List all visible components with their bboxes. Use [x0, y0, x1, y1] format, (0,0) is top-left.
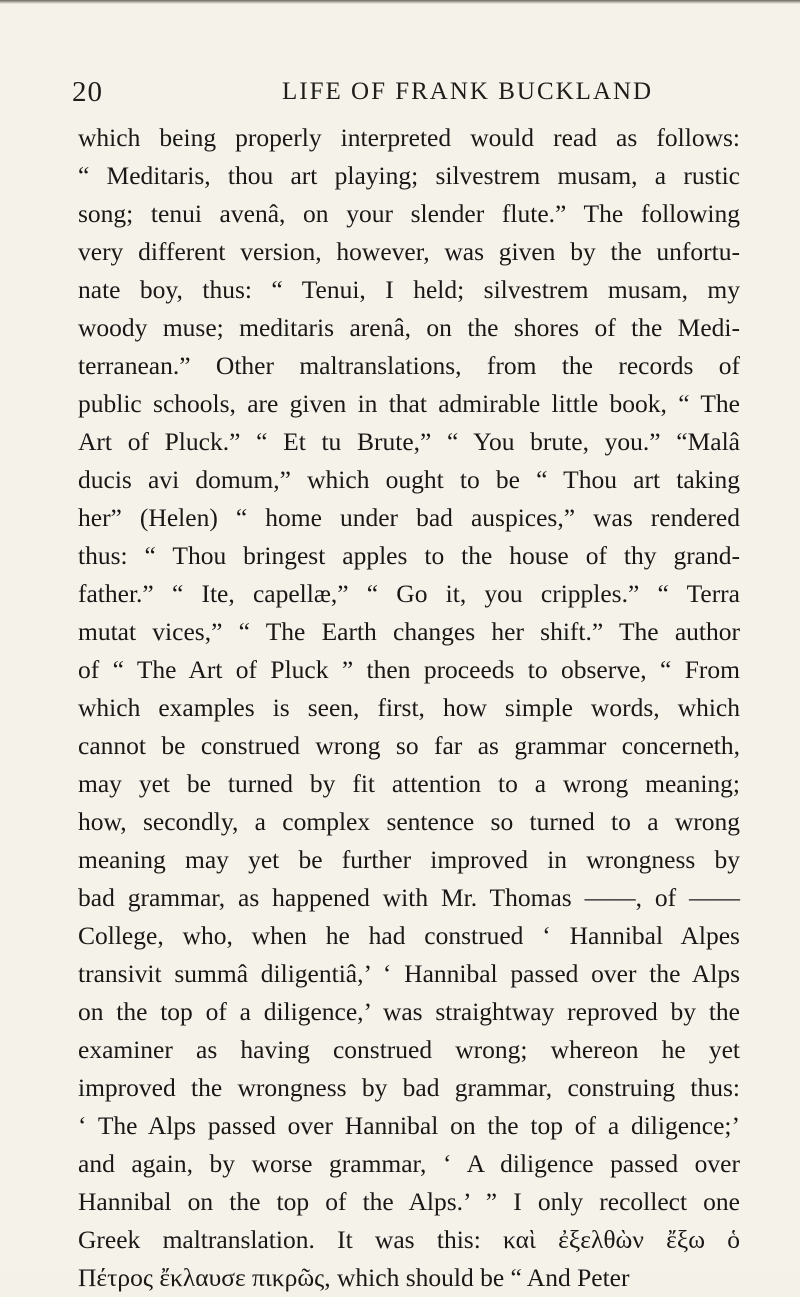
text-line: of “ The Art of Pluck ” then proceeds to observe, “ From [78, 655, 740, 684]
text-line: College, who, when he had construed ‘ Hannibal Alpes [78, 921, 740, 950]
text-line: ducis avi domum,” which ought to be “ Thou art taking [78, 465, 740, 494]
text-line: nate boy, thus: “ Tenui, I held; silvestrem musam, my [78, 275, 740, 304]
text-line: which being properly interpreted would read as follows: [78, 123, 740, 152]
text-line: improved the wrongness by bad grammar, construing thus: [78, 1073, 740, 1102]
page-number: 20 [72, 76, 103, 108]
text-line: terranean.” Other maltranslations, from the records of [78, 351, 740, 380]
text-line: Greek maltranslation. It was this: καὶ ἐξελθὼν ἔξω ὁ [78, 1225, 740, 1254]
text-line: Hannibal on the top of the Alps.’ ” I only recollect one [78, 1187, 740, 1216]
text-line: “ Meditaris, thou art playing; silvestrem musam, a rustic [78, 161, 740, 190]
text-line: public schools, are given in that admirable little book, “ The [78, 389, 740, 418]
text-line: and again, by worse grammar, ‘ A diligence passed over [78, 1149, 740, 1178]
text-line: examiner as having construed wrong; whereon he yet [78, 1035, 740, 1064]
body-text [78, 119, 740, 1297]
text-line: transivit summâ diligentiâ,’ ‘ Hannibal passed over the Alps [78, 959, 740, 988]
text-line: cannot be construed wrong so far as grammar concerneth, [78, 731, 740, 760]
text-line: woody muse; meditaris arenâ, on the shores of the Medi- [78, 313, 740, 342]
text-line: Πέτρος ἔκλαυσε πικρῶς, which should be “ And Peter [78, 1263, 630, 1292]
text-line: her” (Helen) “ home under bad auspices,” was rendered [78, 503, 740, 532]
text-line: ‘ The Alps passed over Hannibal on the top of a diligence;’ [78, 1111, 740, 1140]
text-line: song; tenui avenâ, on your slender flute.” The following [78, 199, 740, 228]
text-line: may yet be turned by fit attention to a wrong meaning; [78, 769, 740, 798]
text-line: on the top of a diligence,’ was straightway reproved by the [78, 997, 740, 1026]
text-line: meaning may yet be further improved in wrongness by [78, 845, 740, 874]
text-line: how, secondly, a complex sentence so turned to a wrong [78, 807, 740, 836]
text-line: which examples is seen, first, how simple words, which [78, 693, 740, 722]
text-line: mutat vices,” “ The Earth changes her shift.” The author [78, 617, 740, 646]
text-line: bad grammar, as happened with Mr. Thomas ——, of —— [78, 883, 740, 912]
text-line: father.” “ Ite, capellæ,” “ Go it, you cripples.” “ Terra [78, 579, 740, 608]
text-line: very different version, however, was given by the unfortu- [78, 237, 740, 266]
page-top-edge [0, 0, 800, 4]
text-line: Art of Pluck.” “ Et tu Brute,” “ You brute, you.” “Malâ [78, 427, 740, 456]
running-title: LIFE OF FRANK BUCKLAND [282, 78, 654, 105]
running-head [72, 76, 712, 116]
text-line: thus: “ Thou bringest apples to the house of thy grand- [78, 541, 740, 570]
